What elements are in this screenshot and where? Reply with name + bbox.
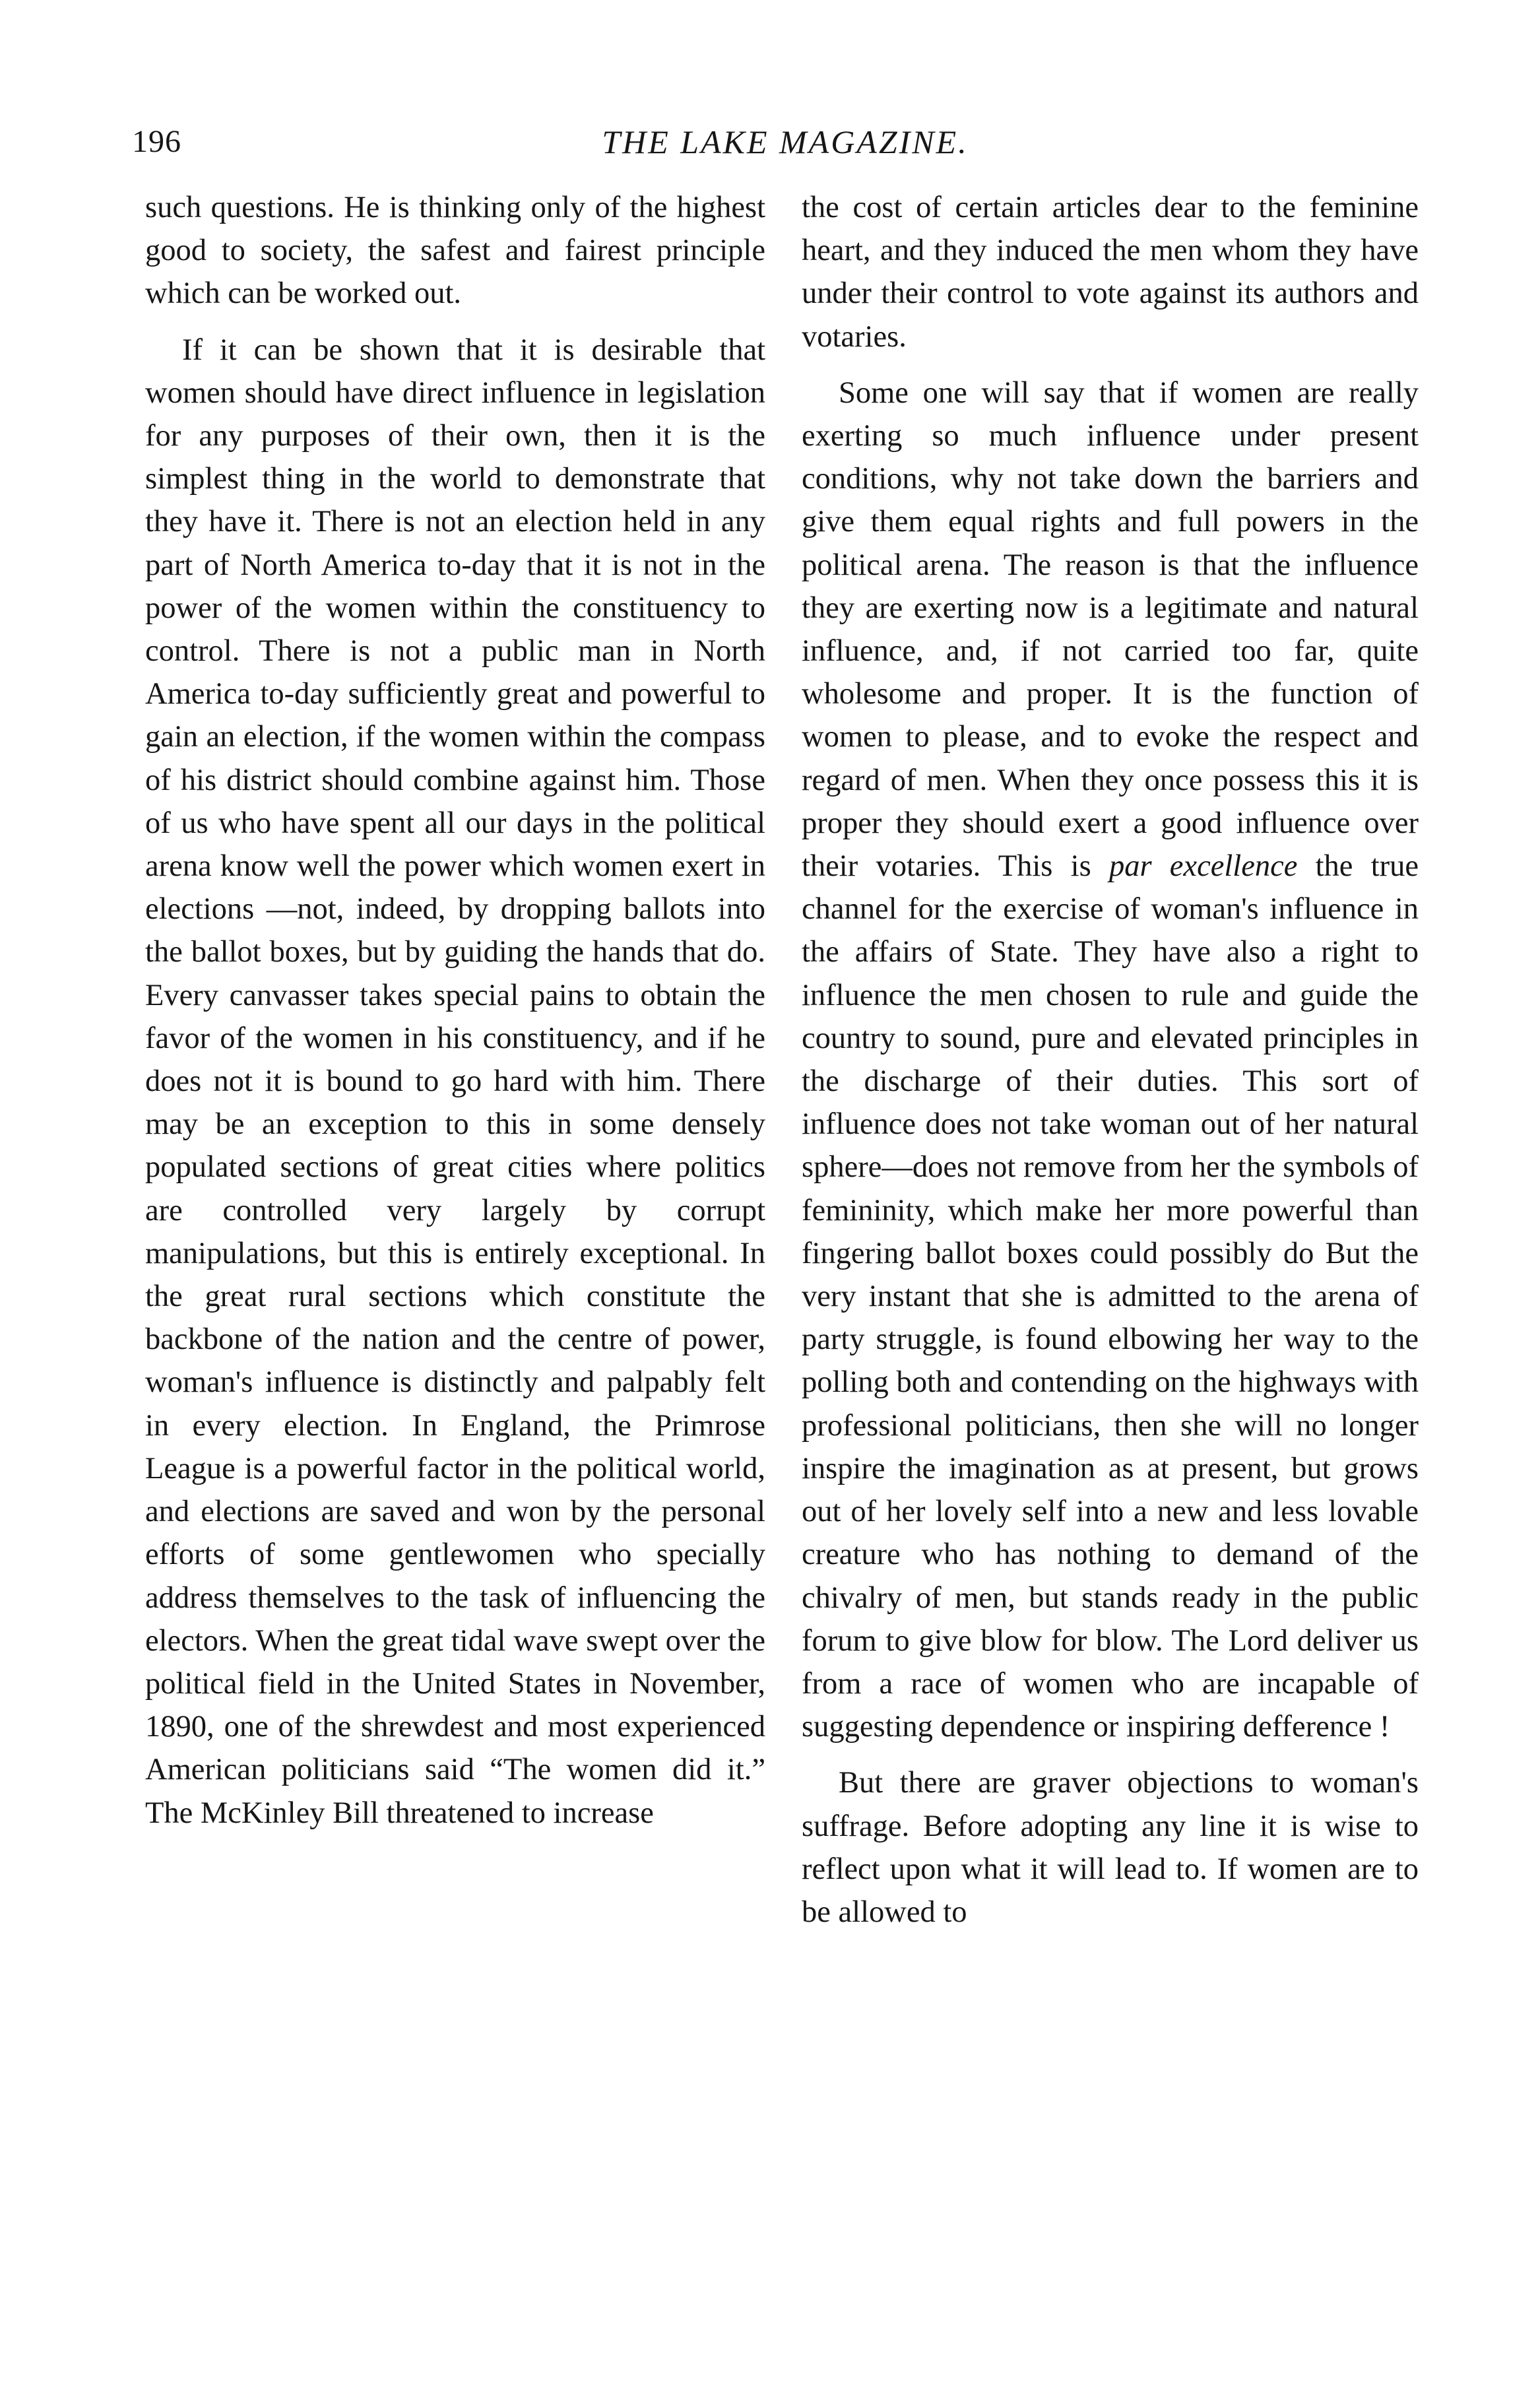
paragraph <box>802 372 1419 1749</box>
page-number: 196 <box>132 124 181 159</box>
paragraph-text: the true channel for the exercise of woman's influence in the affairs of State. They have also a right to influence the men chosen to rule and guide the country to sound, pure and elevated principles in the discharge of their duties. This sort of influence does not take woman out of her natural sphere—does not remove from her the symbols of femininity, which make her more powerful than fingering ballot boxes could possibly do But the very instant that she is admitted to the arena of party struggle, is found elbowing her way to the polling both and contending on the highways with professional politicians, then she will no longer inspire the imagination as at present, but grows out of her lovely self into a new and less lovable creature who has nothing to demand of the chivalry of men, but stands ready in the public forum to give blow for blow. The Lord deliver us from a race of women who are incapable of suggesting dependence or inspiring defference ! <box>802 849 1419 1744</box>
running-title: THE LAKE MAGAZINE. <box>602 123 969 160</box>
page-header <box>132 112 1438 172</box>
paragraph: the cost of certain articles dear to the feminine heart, and they induced the men whom they have under their control to vote against its authors and votaries. <box>802 191 1419 354</box>
right-column <box>802 186 1419 1934</box>
italic-phrase: par excellence <box>1108 849 1298 884</box>
paragraph: If it can be shown that it is desirable that women should have direct influence in legislation for any purposes of their own, then it is the simplest thing in the world to demonstrate that they have it. There is not an election held in any part of North America to-day that it is not in the power of the women within the constituency to control. There is not a public man in North America to-day sufficiently great and powerful to gain an election, if the women within the compass of his district should combine against him. Those of us who have spent all our days in the political arena know well the power which women exert in elections —not, indeed, by dropping ballots into the ballot boxes, but by guiding the hands that do. Every canvasser takes special pains to obtain the favor of the women in his constituency, and if he does not it is bound to go hard with him. There may be an exception to this in some densely populated sections of great cities where politics are controlled very largely by corrupt manipulations, but this is entirely exceptional. In the great rural sections which constitute the backbone of the nation and the centre of power, woman's influence is distinctly and palpably felt in every election. In England, the Primrose League is a powerful factor in the political world, and elections are saved and won by the personal efforts of some gentlewomen who specially address themselves to the task of influencing the electors. When the great tidal wave swept over the political field in the United States in November, 1890, one of the shrewdest and most experienced American politicians said “The women did it.” The McKinley Bill threatened to increase <box>145 333 765 1830</box>
paragraph-text: Some one will say that if women are really exerting so much influence under present conditions, why not take down the barriers and give them equal rights and full powers in the political arena. The reason is that the influence they are exerting now is a legitimate and natural influence, and, if not carried too far, quite wholesome and proper. It is the function of women to please, and to evoke the respect and regard of men. When they once possess this it is proper they should exert a good influence over their votaries. This is <box>802 375 1419 884</box>
paragraph: But there are graver objections to woman's suffrage. Before adopting any line it is wise to reflect upon what it will lead to. If women are to be allowed to <box>802 1766 1419 1929</box>
paragraph: such questions. He is thinking only of the highest good to society, the safest and fairest principle which can be worked out. <box>145 191 765 311</box>
left-column <box>145 186 765 1835</box>
